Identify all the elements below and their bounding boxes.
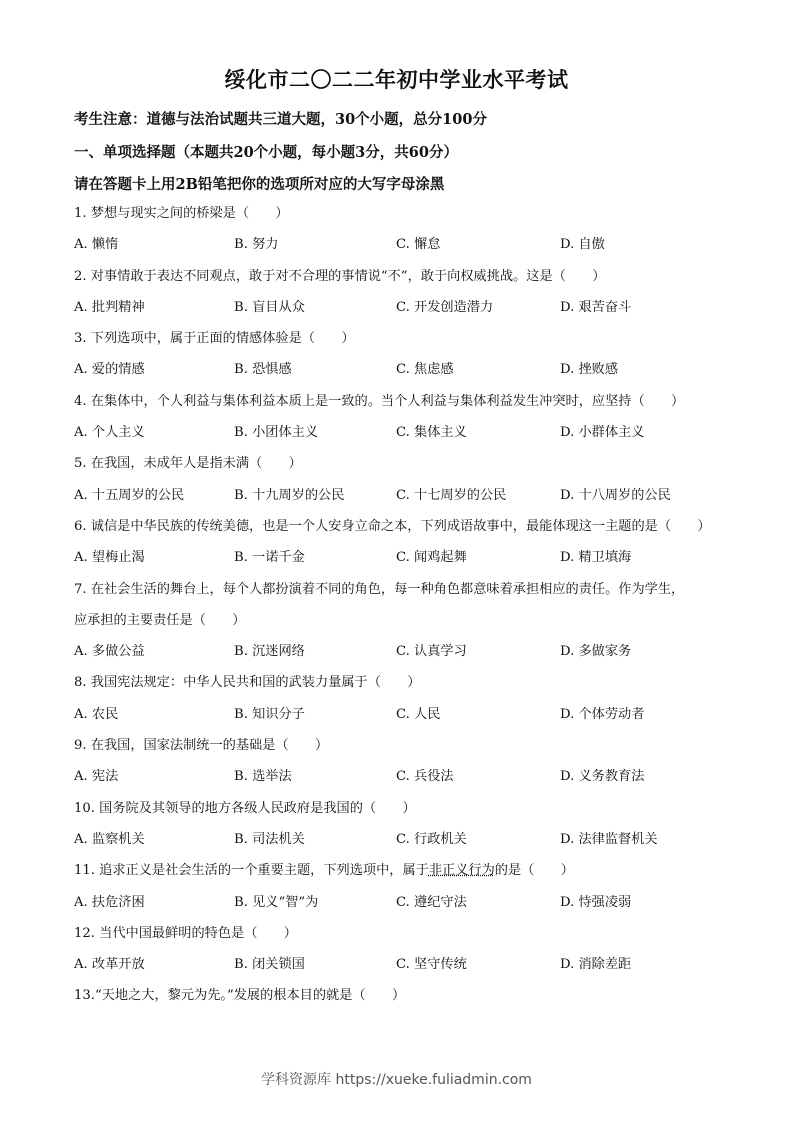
option-a: A. 农民 xyxy=(74,706,119,722)
option-c: C. 焦虑感 xyxy=(396,362,454,378)
question-stem: 2. 对事情敢于表达不同观点，敢于对不合理的事情说“不”，敢于向权威挑战。这是（ ） xyxy=(74,268,606,284)
option-b: B. 努力 xyxy=(234,237,279,253)
option-c: C. 十七周岁的公民 xyxy=(396,487,507,503)
option-b: B. 选举法 xyxy=(234,769,292,785)
option-a: A. 宪法 xyxy=(74,769,119,785)
option-a: A. 十五周岁的公民 xyxy=(74,487,185,503)
option-a: A. 监察机关 xyxy=(74,831,145,847)
question-stem xyxy=(74,855,734,886)
option-d: D. 法律监督机关 xyxy=(560,831,658,847)
question-list xyxy=(74,198,734,1012)
question-stem: 7. 在社会生活的舞台上，每个人都扮演着不同的角色，每一种角色都意味着承担相应的责任。作为学生， xyxy=(74,581,685,597)
option-b: B. 恐惧感 xyxy=(234,362,292,378)
question-stem: 13.“天地之大，黎元为先。”发展的根本目的就是（ ） xyxy=(74,988,406,1004)
emphasized-term: 非正义行为 xyxy=(428,863,495,879)
options-row xyxy=(74,480,734,511)
question-stem: 8. 我国宪法规定：中华人民共和国的武装力量属于（ ） xyxy=(74,675,421,691)
answer-instruction: 请在答题卡上用2B铅笔把你的选项所对应的大写字母涂黑 xyxy=(74,176,445,193)
option-d: D. 小群体主义 xyxy=(560,425,645,441)
section-heading: 一、单项选择题（本题共20个小题，每小题3分，共60分） xyxy=(74,144,458,161)
option-d: D. 消除差距 xyxy=(560,957,632,973)
question-stem: 5. 在我国，未成年人是指未满（ ） xyxy=(74,456,302,472)
question-stem: 3. 下列选项中，属于正面的情感体验是（ ） xyxy=(74,331,355,347)
option-d: D. 恃强凌弱 xyxy=(560,894,632,910)
option-d: D. 艰苦奋斗 xyxy=(560,299,632,315)
option-a: A. 个人主义 xyxy=(74,425,145,441)
question-stem: 12. 当代中国最鲜明的特色是（ ） xyxy=(74,925,297,941)
option-d: D. 多做家务 xyxy=(560,644,632,660)
exam-notice: 考生注意：道德与法治试题共三道大题，30个小题，总分100分 xyxy=(74,111,487,128)
option-d: D. 十八周岁的公民 xyxy=(560,487,671,503)
option-c: C. 闻鸡起舞 xyxy=(396,550,467,566)
options-row xyxy=(74,542,734,573)
option-c: C. 懈怠 xyxy=(396,237,441,253)
option-a: A. 懒惰 xyxy=(74,237,119,253)
option-d: D. 精卫填海 xyxy=(560,550,632,566)
option-a: A. 爱的情感 xyxy=(74,362,145,378)
option-c: C. 集体主义 xyxy=(396,425,467,441)
exam-title: 绥化市二〇二二年初中学业水平考试 xyxy=(224,67,569,92)
option-b: B. 一诺千金 xyxy=(234,550,305,566)
options-row xyxy=(74,417,734,448)
option-d: D. 个体劳动者 xyxy=(560,706,645,722)
option-c: C. 人民 xyxy=(396,706,441,722)
option-b: B. 小团体主义 xyxy=(234,425,319,441)
options-row xyxy=(74,354,734,385)
options-row xyxy=(74,949,734,980)
option-c: C. 开发创造潜力 xyxy=(396,299,494,315)
question-stem: 1. 梦想与现实之间的桥梁是（ ） xyxy=(74,206,289,221)
question-stem: 4. 在集体中，个人利益与集体利益本质上是一致的。当个人利益与集体利益发生冲突时，应坚持（ ） xyxy=(74,393,685,409)
stem-suffix: 的是（ ） xyxy=(494,863,574,879)
option-a: A. 批判精神 xyxy=(74,299,145,315)
option-b: B. 知识分子 xyxy=(234,706,305,722)
options-row xyxy=(74,761,734,792)
option-c: C. 行政机关 xyxy=(396,831,467,847)
question-stem: 9. 在我国，国家法制统一的基础是（ ） xyxy=(74,738,329,754)
option-a: A. 改革开放 xyxy=(74,957,145,973)
option-b: B. 沉迷网络 xyxy=(234,644,305,660)
options-row xyxy=(74,229,734,260)
option-b: B. 闭关锁国 xyxy=(234,957,305,973)
question-stem: 10. 国务院及其领导的地方各级人民政府是我国的（ ） xyxy=(74,800,416,816)
options-row xyxy=(74,636,734,667)
option-b: B. 司法机关 xyxy=(234,831,305,847)
options-row xyxy=(74,292,734,323)
page-footer: 学科资源库 https://xueke.fuliadmin.com xyxy=(261,1072,532,1088)
option-d: D. 挫败感 xyxy=(560,362,619,378)
question-stem-continued: 应承担的主要责任是（ ） xyxy=(74,612,246,628)
stem-prefix: 11. 追求正义是社会生活的一个重要主题，下列选项中，属于 xyxy=(74,863,429,879)
option-b: B. 见义“智”为 xyxy=(234,894,319,910)
option-c: C. 兵役法 xyxy=(396,769,454,785)
option-d: D. 自傲 xyxy=(560,237,605,253)
option-c: C. 坚守传统 xyxy=(396,957,467,973)
option-b: B. 盲目从众 xyxy=(234,299,305,315)
option-c: C. 遵纪守法 xyxy=(396,894,467,910)
option-a: A. 多做公益 xyxy=(74,644,145,660)
question-stem: 6. 诚信是中华民族的传统美德，也是一个人安身立命之本，下列成语故事中，最能体现这一主题的是（ ） xyxy=(74,518,711,534)
options-row xyxy=(74,887,734,918)
option-c: C. 认真学习 xyxy=(396,644,467,660)
options-row xyxy=(74,824,734,855)
option-b: B. 十九周岁的公民 xyxy=(234,487,345,503)
option-d: D. 义务教育法 xyxy=(560,769,645,785)
option-a: A. 望梅止渴 xyxy=(74,550,145,566)
option-a: A. 扶危济困 xyxy=(74,894,145,910)
options-row xyxy=(74,699,734,730)
